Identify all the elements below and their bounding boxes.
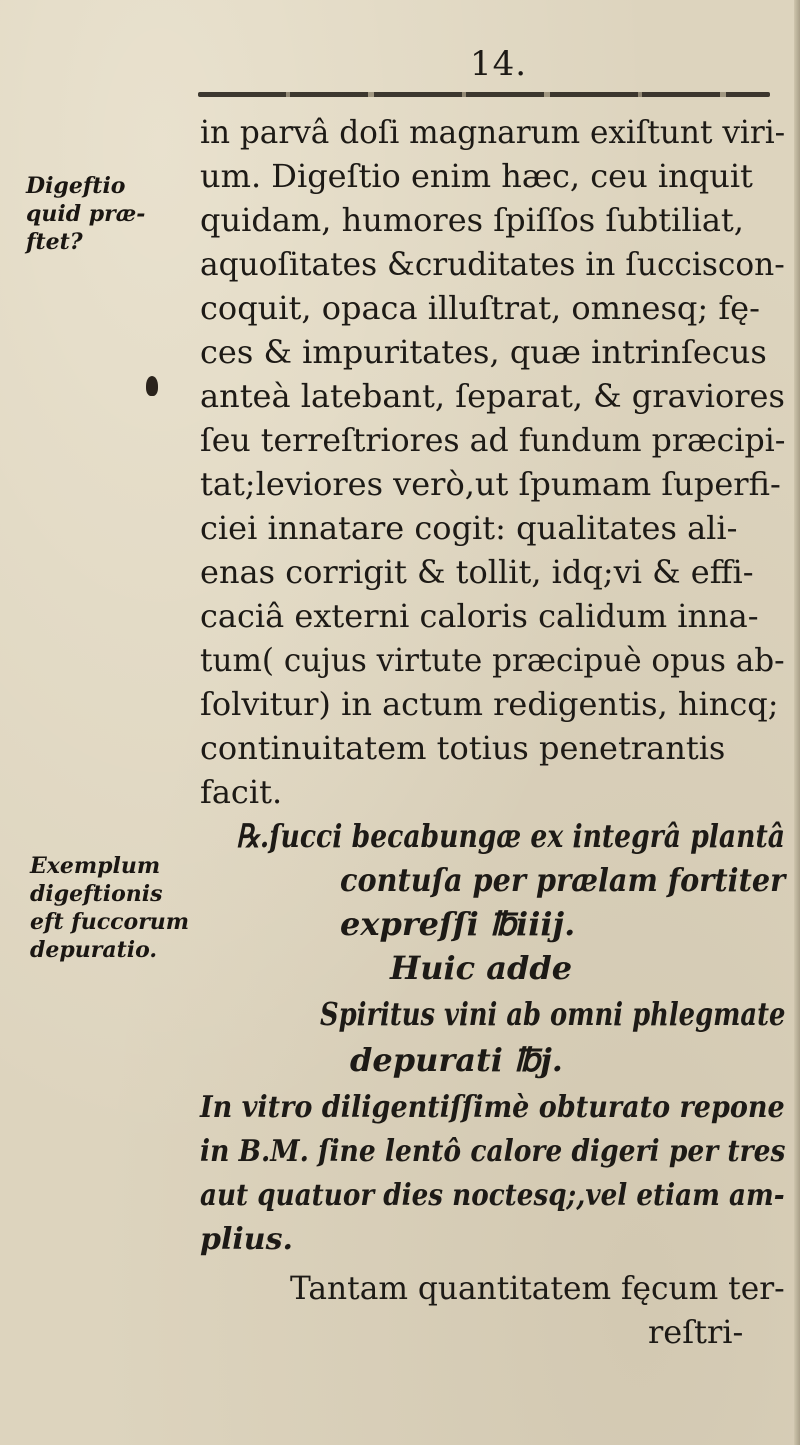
margin-note-line: eft fuccorum — [30, 909, 190, 935]
recipe-line: expreſſi ℔iiij. — [340, 905, 576, 943]
text-line: ſolvitur) in actum redigentis, hincq; — [200, 685, 779, 723]
text-line: um. Digeſtio enim hæc, ceu inquit — [200, 157, 753, 195]
text-line: enas corrigit & tollit, idq;vi & effi- — [200, 553, 754, 591]
recipe-line: Spiritus vini ab omni phlegmate — [320, 995, 786, 1033]
margin-note-line: ftet? — [26, 229, 83, 255]
text-line: coquit, opaca illuſtrat, omnesq; fę- — [200, 289, 760, 327]
text-line: in parvâ doſi magnarum exiſtunt viri- — [200, 113, 786, 151]
text-line: ces & impuritates, quæ intrinſecus — [200, 333, 767, 371]
text-line: Tantam quantitatem fęcum ter- — [290, 1269, 785, 1307]
margin-note-line: digeftionis — [30, 881, 163, 907]
page-number: 14. — [470, 44, 528, 84]
text-line: tat;leviores verò,ut ſpumam ſuperfi- — [200, 465, 781, 503]
margin-note-line: depuratio. — [30, 937, 158, 963]
recipe-line: in B.M. ſine lentô calore digeri per tres — [200, 1134, 786, 1169]
recipe-line: contuſa per prælam fortiter — [340, 861, 786, 899]
text-line: tum( cujus virtute præcipuè opus ab- — [200, 641, 785, 679]
text-line: ſeu terreſtriores ad fundum præcipi- — [200, 421, 786, 459]
text-line: caciâ externi caloris calidum inna- — [200, 597, 759, 635]
recipe-line: Huic adde — [390, 949, 573, 987]
margin-note-line: Digeftio — [26, 173, 126, 199]
recipe-line: ℞.ſucci becabungæ ex integrâ plantâ — [236, 817, 785, 855]
text-line: anteà latebant, ſeparat, & graviores — [200, 377, 785, 415]
catchword: reſtri- — [648, 1313, 744, 1351]
header-rule — [198, 92, 770, 97]
text-line: facit. — [200, 773, 283, 811]
text-line: quidam, humores ſpiſſos ſubtiliat, — [200, 201, 744, 239]
recipe-line: plius. — [200, 1222, 293, 1257]
margin-note-line: Exemplum — [30, 853, 161, 879]
margin-note-exemplum — [30, 852, 189, 964]
text-line: aquoſitates &cruditates in ſucciscon- — [200, 245, 785, 283]
recipe-line: In vitro diligentiſſimè obturato repone — [200, 1090, 785, 1125]
margin-note-digestio — [26, 172, 145, 256]
margin-note-line: quid præ- — [26, 201, 146, 227]
text-line: ciei innatare cogit: qualitates ali- — [200, 509, 738, 547]
page-edge — [794, 0, 800, 1445]
recipe-line: depurati ℔j. — [350, 1041, 563, 1079]
recipe-line: aut quatuor dies noctesq;,vel etiam am- — [200, 1178, 785, 1213]
ornament-mark — [146, 376, 158, 396]
text-line: continuitatem totius penetrantis — [200, 729, 726, 767]
